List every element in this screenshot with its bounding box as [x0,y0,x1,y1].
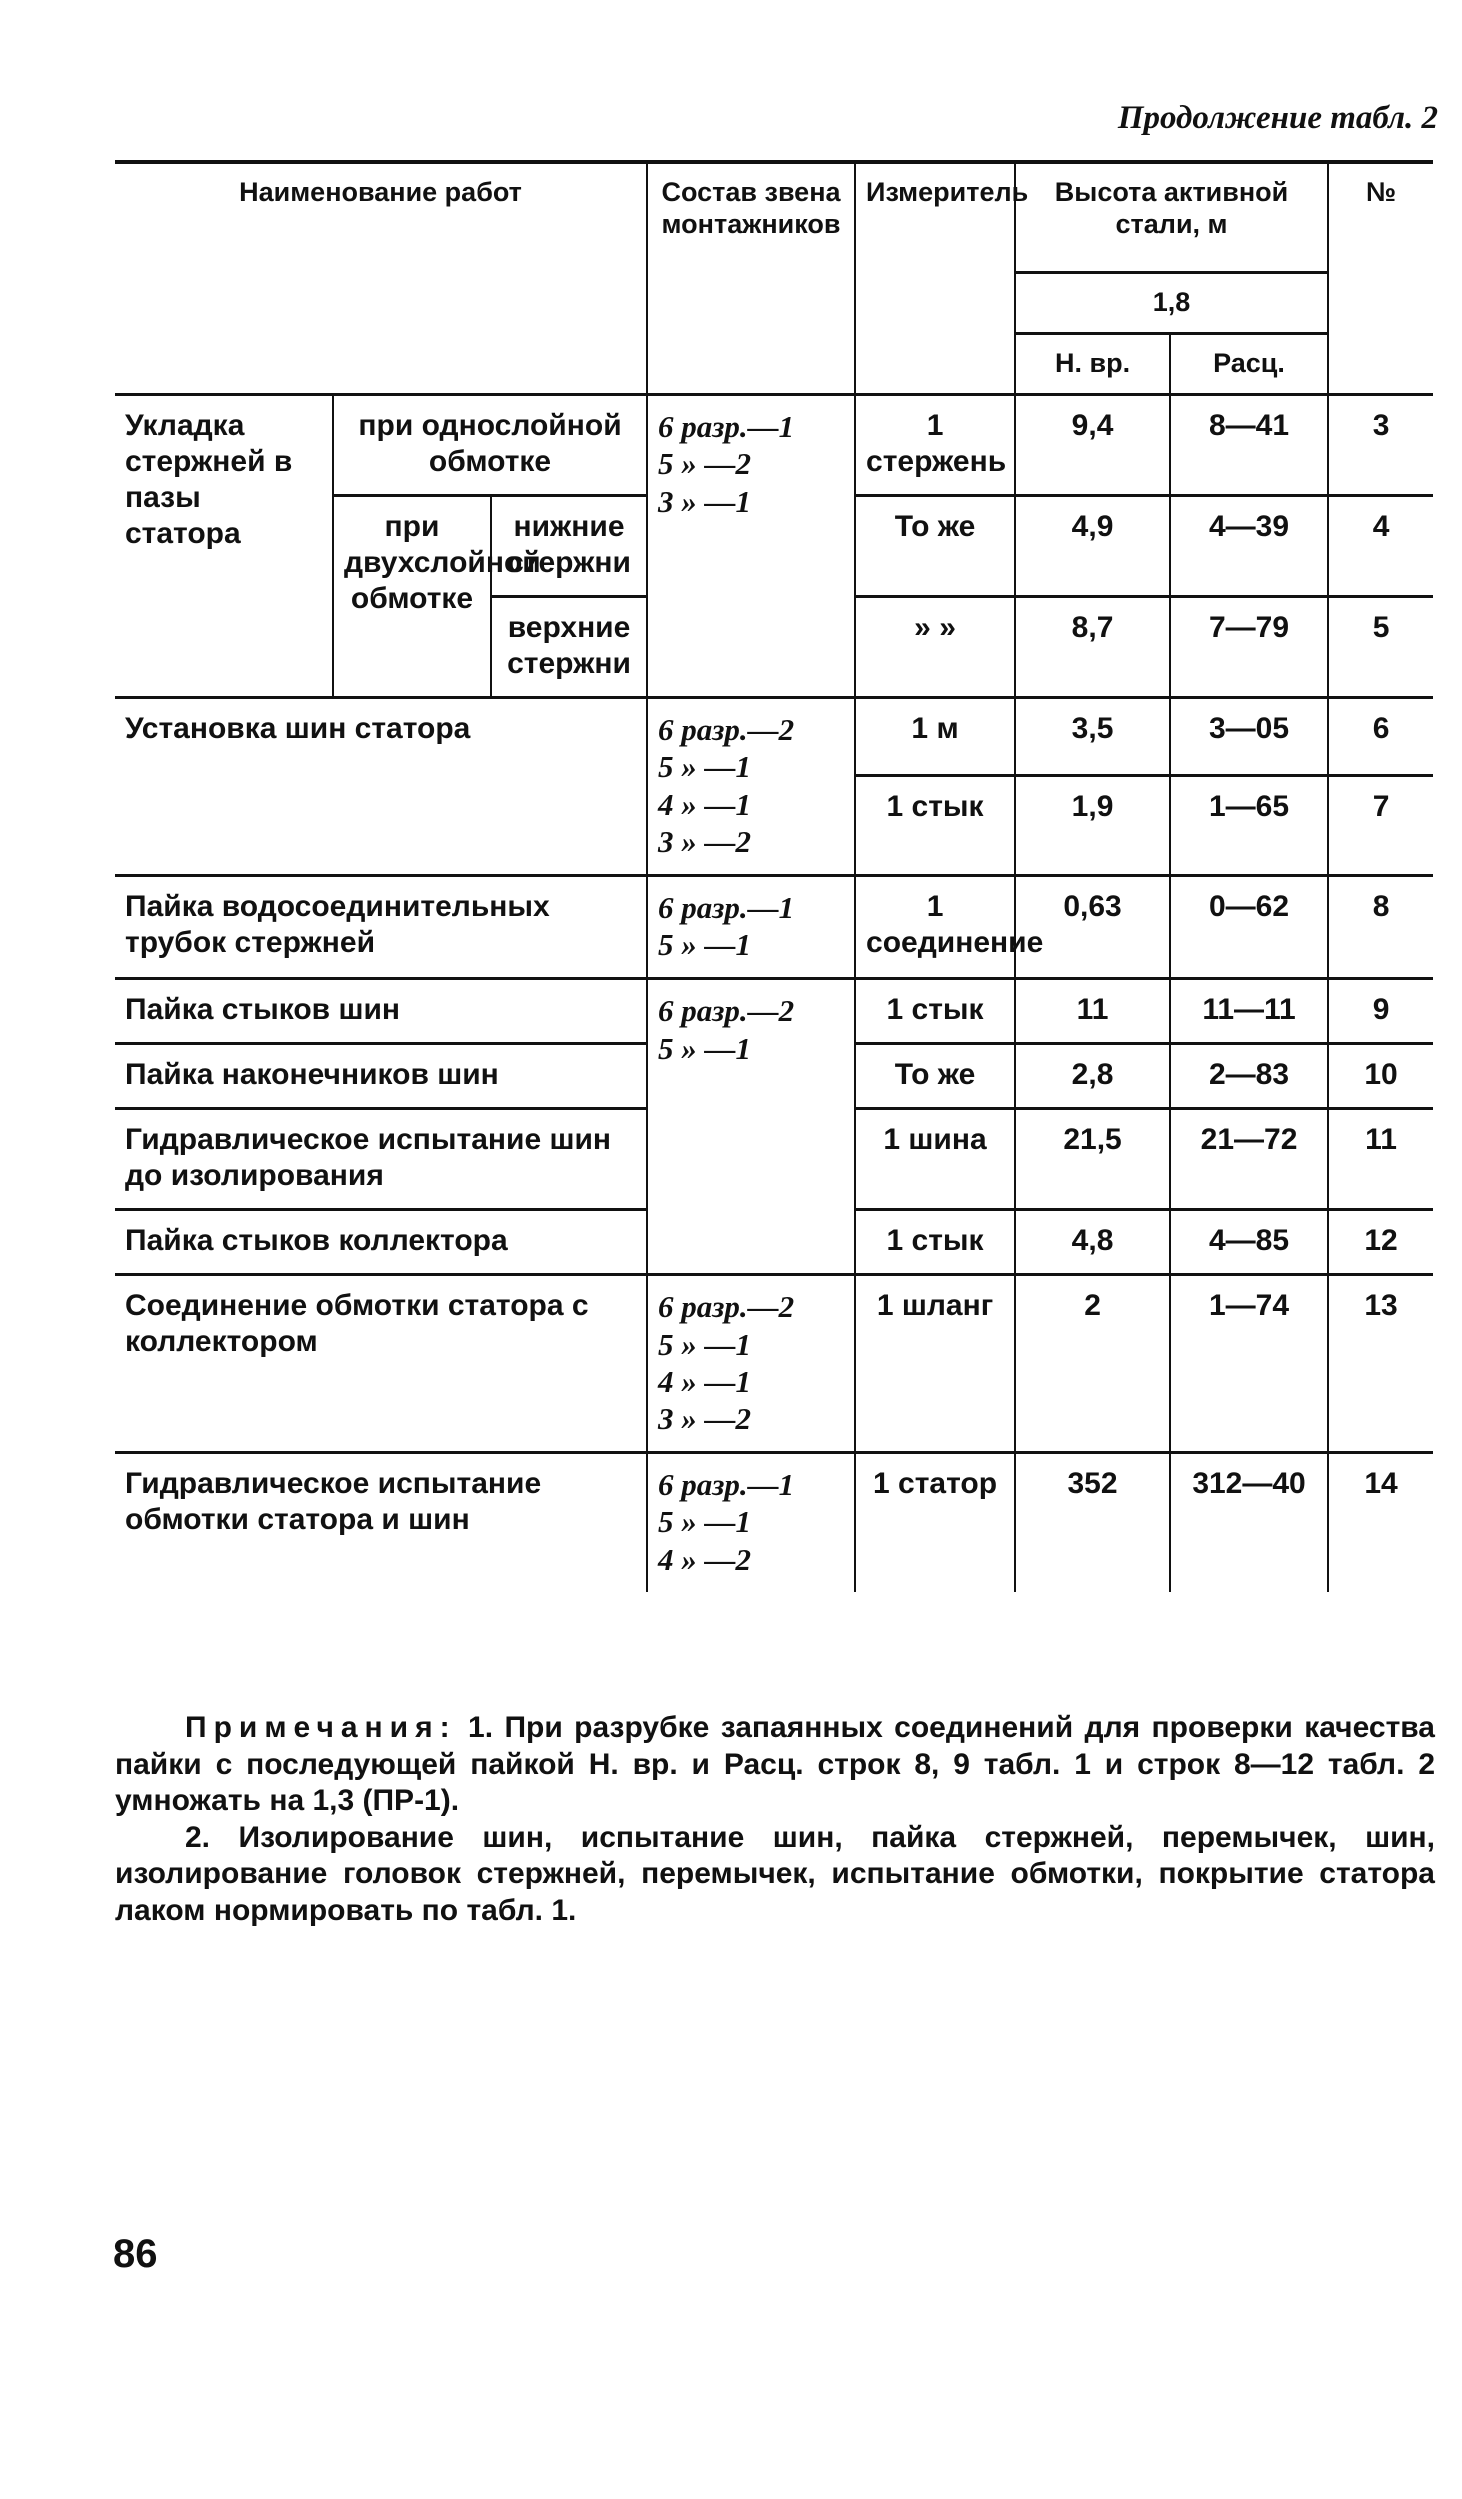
norm-time-cell: 1,9 [1015,776,1170,876]
work-name-cell: Установка шин статора [115,698,647,876]
norms-table [115,160,1433,1592]
table-row [115,395,1433,496]
unit-cell: То же [855,496,1015,597]
work-name-cell: Гидравлическое испытание обмотки статора и шин [115,1453,647,1592]
header-height-group: Высота активной стали, м [1015,162,1328,272]
rate-cell: 21—72 [1170,1109,1328,1210]
number-cell: 3 [1328,395,1433,496]
number-cell: 7 [1328,776,1433,876]
number-cell: 11 [1328,1109,1433,1210]
crew-cell: 6 разр.—1 5 » —2 3 » —1 [647,395,855,698]
work-name-cell: Пайка стыков коллектора [115,1210,647,1275]
number-cell: 10 [1328,1044,1433,1109]
unit-cell: 1 стык [855,979,1015,1044]
unit-cell: 1 стык [855,1210,1015,1275]
unit-cell: То же [855,1044,1015,1109]
number-cell: 14 [1328,1453,1433,1592]
rate-cell: 2—83 [1170,1044,1328,1109]
row-subgroup: при однослойной обмотке [333,395,647,496]
header-number: № [1328,162,1433,395]
work-name-cell: Пайка наконечников шин [115,1044,647,1109]
crew-cell: 6 разр.—2 5 » —1 4 » —1 3 » —2 [647,1275,855,1453]
table-row [115,698,1433,776]
crew-cell: 6 разр.—2 5 » —1 [647,979,855,1275]
header-work-name: Наименование работ [115,162,647,395]
rate-cell: 4—39 [1170,496,1328,597]
table-row [115,979,1433,1044]
unit-cell: 1 статор [855,1453,1015,1592]
work-name-cell: Пайка стыков шин [115,979,647,1044]
header-unit: Измеритель [855,162,1015,395]
norm-time-cell: 9,4 [1015,395,1170,496]
unit-cell: 1 стык [855,776,1015,876]
number-cell: 8 [1328,876,1433,979]
crew-cell: 6 разр.—2 5 » —1 4 » —1 3 » —2 [647,698,855,876]
number-cell: 12 [1328,1210,1433,1275]
unit-cell: » » [855,597,1015,698]
notes-lead: Примечания: [185,1711,457,1744]
number-cell: 6 [1328,698,1433,776]
work-name-cell: Гидравлическое испытание шин до изолирования [115,1109,647,1210]
unit-cell: 1 м [855,698,1015,776]
number-cell: 5 [1328,597,1433,698]
norm-time-cell: 4,8 [1015,1210,1170,1275]
rate-cell: 8—41 [1170,395,1328,496]
header-norm-time: Н. вр. [1015,333,1170,394]
crew-cell: 6 разр.—1 5 » —1 [647,876,855,979]
row-subsubgroup: верхние стержни [491,597,647,698]
norm-time-cell: 21,5 [1015,1109,1170,1210]
row-group-name: Укладка стержней в пазы статора [115,395,333,698]
unit-cell: 1 шланг [855,1275,1015,1453]
norm-time-cell: 2,8 [1015,1044,1170,1109]
norm-time-cell: 8,7 [1015,597,1170,698]
rate-cell: 11—11 [1170,979,1328,1044]
row-subsubgroup: нижние стержни [491,496,647,597]
rate-cell: 3—05 [1170,698,1328,776]
note-1: Примечания: 1. При разрубке запаянных соединений для проверки качества пайки с последующей пайкой Н. вр. и Расц. строк 8, 9 табл. 1 и строк 8—12 табл. 2 умножать на 1,3 (ПР-1). [115,1711,1435,1818]
header-rate: Расц. [1170,333,1328,394]
norm-time-cell: 3,5 [1015,698,1170,776]
work-name-cell: Пайка водосоединительных трубок стержней [115,876,647,979]
rate-cell: 1—65 [1170,776,1328,876]
header-crew: Состав звена монтажников [647,162,855,395]
header-height-value: 1,8 [1015,272,1328,333]
rate-cell: 1—74 [1170,1275,1328,1453]
table-row [115,876,1433,979]
norm-time-cell: 352 [1015,1453,1170,1592]
work-name-cell: Соединение обмотки статора с коллектором [115,1275,647,1453]
number-cell: 4 [1328,496,1433,597]
unit-cell: 1 соединение [855,876,1015,979]
unit-cell: 1 стержень [855,395,1015,496]
unit-cell: 1 шина [855,1109,1015,1210]
table-row [115,1275,1433,1453]
page-number: 86 [113,2232,158,2276]
norm-time-cell: 0,63 [1015,876,1170,979]
rate-cell: 4—85 [1170,1210,1328,1275]
table-row [115,1453,1433,1592]
row-subgroup: при двухслойной обмотке [333,496,491,698]
norm-time-cell: 4,9 [1015,496,1170,597]
rate-cell: 7—79 [1170,597,1328,698]
rate-cell: 312—40 [1170,1453,1328,1592]
number-cell: 13 [1328,1275,1433,1453]
note-2: 2. Изолирование шин, испытание шин, пайка стержней, перемычек, шин, изолирование головок стержней, перемычек, испытание обмотки, покрытие статора лаком нормировать по табл. 1. [115,1820,1435,1927]
norm-time-cell: 2 [1015,1275,1170,1453]
notes [115,1710,1435,1930]
continuation-title: Продолжение табл. 2 [1117,100,1438,136]
crew-cell: 6 разр.—1 5 » —1 4 » —2 [647,1453,855,1592]
rate-cell: 0—62 [1170,876,1328,979]
number-cell: 9 [1328,979,1433,1044]
norm-time-cell: 11 [1015,979,1170,1044]
